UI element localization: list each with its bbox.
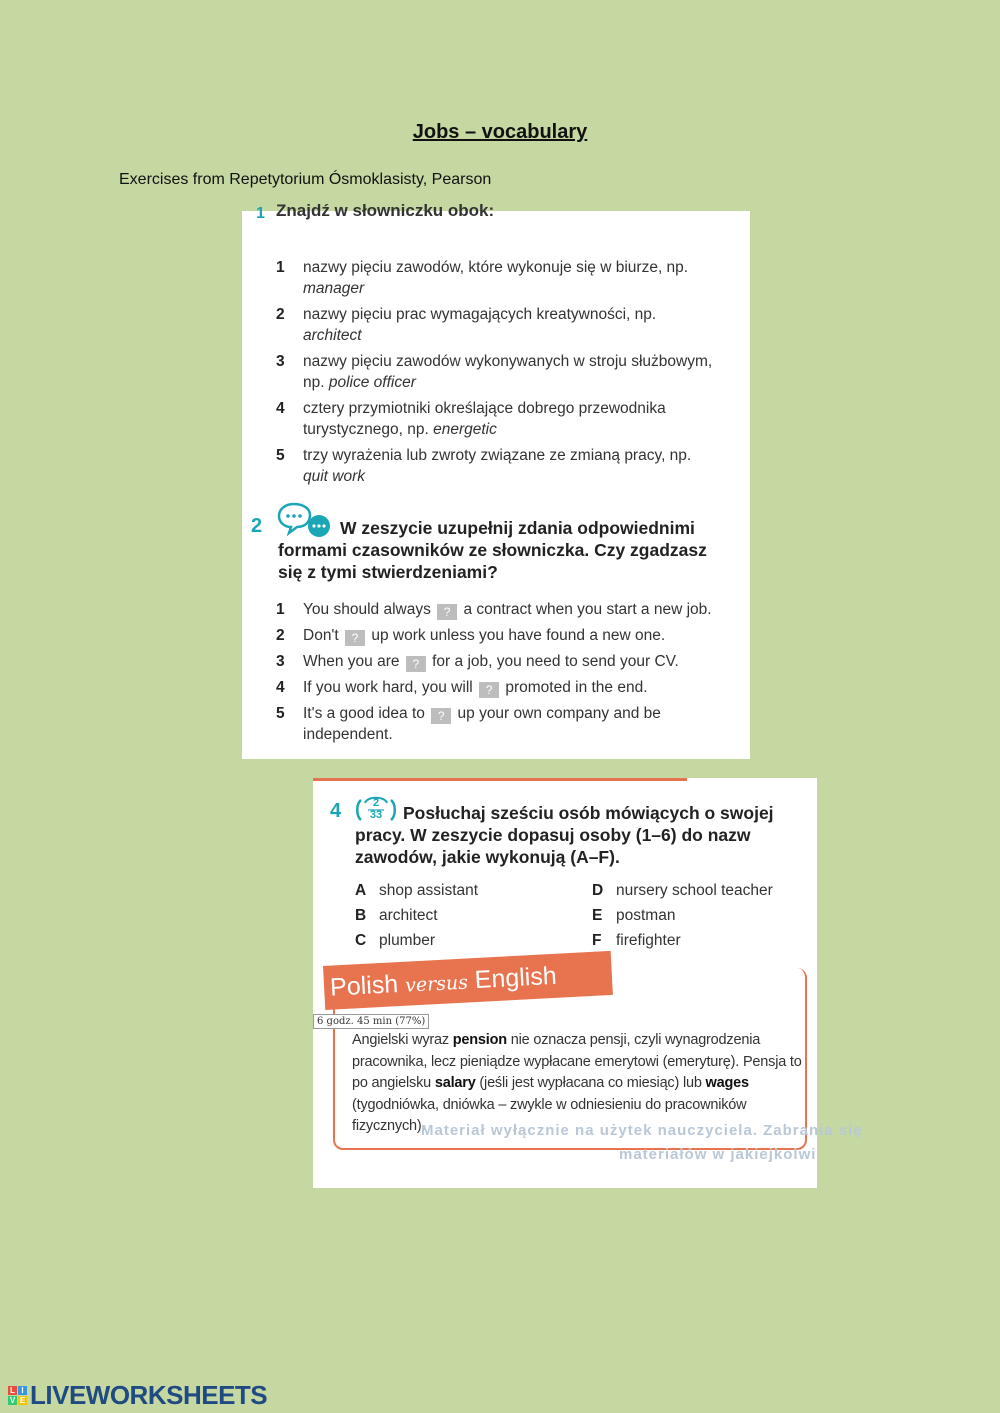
gap-box: ? (406, 656, 426, 672)
progress-tooltip: 6 godz. 45 min (77%) (313, 1014, 429, 1029)
exercise4-number: 4 (330, 800, 342, 822)
liveworksheets-logo (8, 1380, 267, 1410)
exercise-panel-2 (313, 778, 863, 1188)
exercise2-heading: W zeszycie uzupełnij zdania odpowiednimi formami czasowników ze słowniczka. Czy zgadzasz się z tymi stwierdzeniami? (278, 518, 707, 582)
watermark-line-2: materiałów w jakiejkolwi (619, 1146, 817, 1163)
list-item: 5 It's a good idea to ? up your own company and be independent. (276, 705, 661, 743)
list-item: 5 trzy wyrażenia lub zwroty związane ze zmianą pracy, np. quit work (276, 447, 692, 485)
options-right (592, 882, 773, 957)
exercise2-list (276, 599, 746, 750)
logo-icon: L I V E (9, 1385, 26, 1405)
exercise4-heading: Posłuchaj sześciu osób mówiących o swojej pracy. W zeszycie dopasuj osoby (1–6) do nazw zawodów, jakie wykonują (A–F). (355, 803, 774, 867)
exercise1-number: 1 (256, 205, 265, 222)
top-rule (313, 778, 687, 781)
list-item: 4 cztery przymiotniki określające dobrego przewodnika turystycznego, np. energetic (276, 400, 666, 438)
watermark-line-1: Materiał wyłącznie na użytek nauczyciela. Zabrania się (421, 1122, 863, 1139)
list-item: 2 nazwy pięciu prac wymagających kreatywności, np. architect (276, 306, 657, 344)
option-item: D nursery school teacher (592, 882, 773, 899)
list-item: 3 When you are ? for a job, you need to send your CV. (276, 653, 679, 671)
gap-box: ? (479, 682, 499, 698)
option-item: E postman (592, 907, 676, 924)
exercise1-heading: Znajdź w słowniczku obok: (276, 201, 495, 220)
option-item: A shop assistant (355, 882, 479, 899)
audio-track-number: 2 33 (369, 797, 383, 821)
logo-text: LIVEWORKSHEETS (30, 1379, 268, 1410)
gap-box: ? (431, 708, 451, 724)
gap-box: ? (437, 604, 457, 620)
exercise-panel-1 (242, 201, 750, 759)
exercise1-list (276, 257, 716, 492)
source-note: Exercises from Repetytorium Ósmoklasisty, Pearson (119, 171, 492, 188)
list-item: 1 nazwy pięciu zawodów, które wykonuje się w biurze, np. manager (276, 259, 689, 297)
list-item: 3 nazwy pięciu zawodów wykonywanych w stroju służbowym, np. police officer (276, 353, 713, 391)
options-left (355, 882, 478, 957)
exercise2-number: 2 (251, 515, 263, 537)
page-title: Jobs – vocabulary (412, 121, 588, 143)
option-item: B architect (355, 907, 438, 924)
list-item: 1 You should always ? a contract when you start a new job. (276, 601, 712, 619)
option-item: C plumber (355, 932, 435, 949)
option-item: F firefighter (592, 932, 681, 949)
list-item: 4 If you work hard, you will ? promoted in the end. (276, 679, 648, 697)
gap-box: ? (345, 630, 365, 646)
list-item: 2 Don't ? up work unless you have found a new one. (276, 627, 666, 645)
polish-versus-english-banner: Polish versus English (323, 951, 613, 1010)
polish-versus-english-text: Angielski wyraz pension nie oznacza pensji, czyli wynagrodzenia pracownika, lecz pieniądze wypłacane emerytowi (emeryturę). Pensja to po angielsku salary (jeśli jest wypłacana co miesiąc) lub wages (tygodniówka, dniówka – zwykle w odniesieniu do pracowników fizycznych). (352, 1032, 802, 1134)
